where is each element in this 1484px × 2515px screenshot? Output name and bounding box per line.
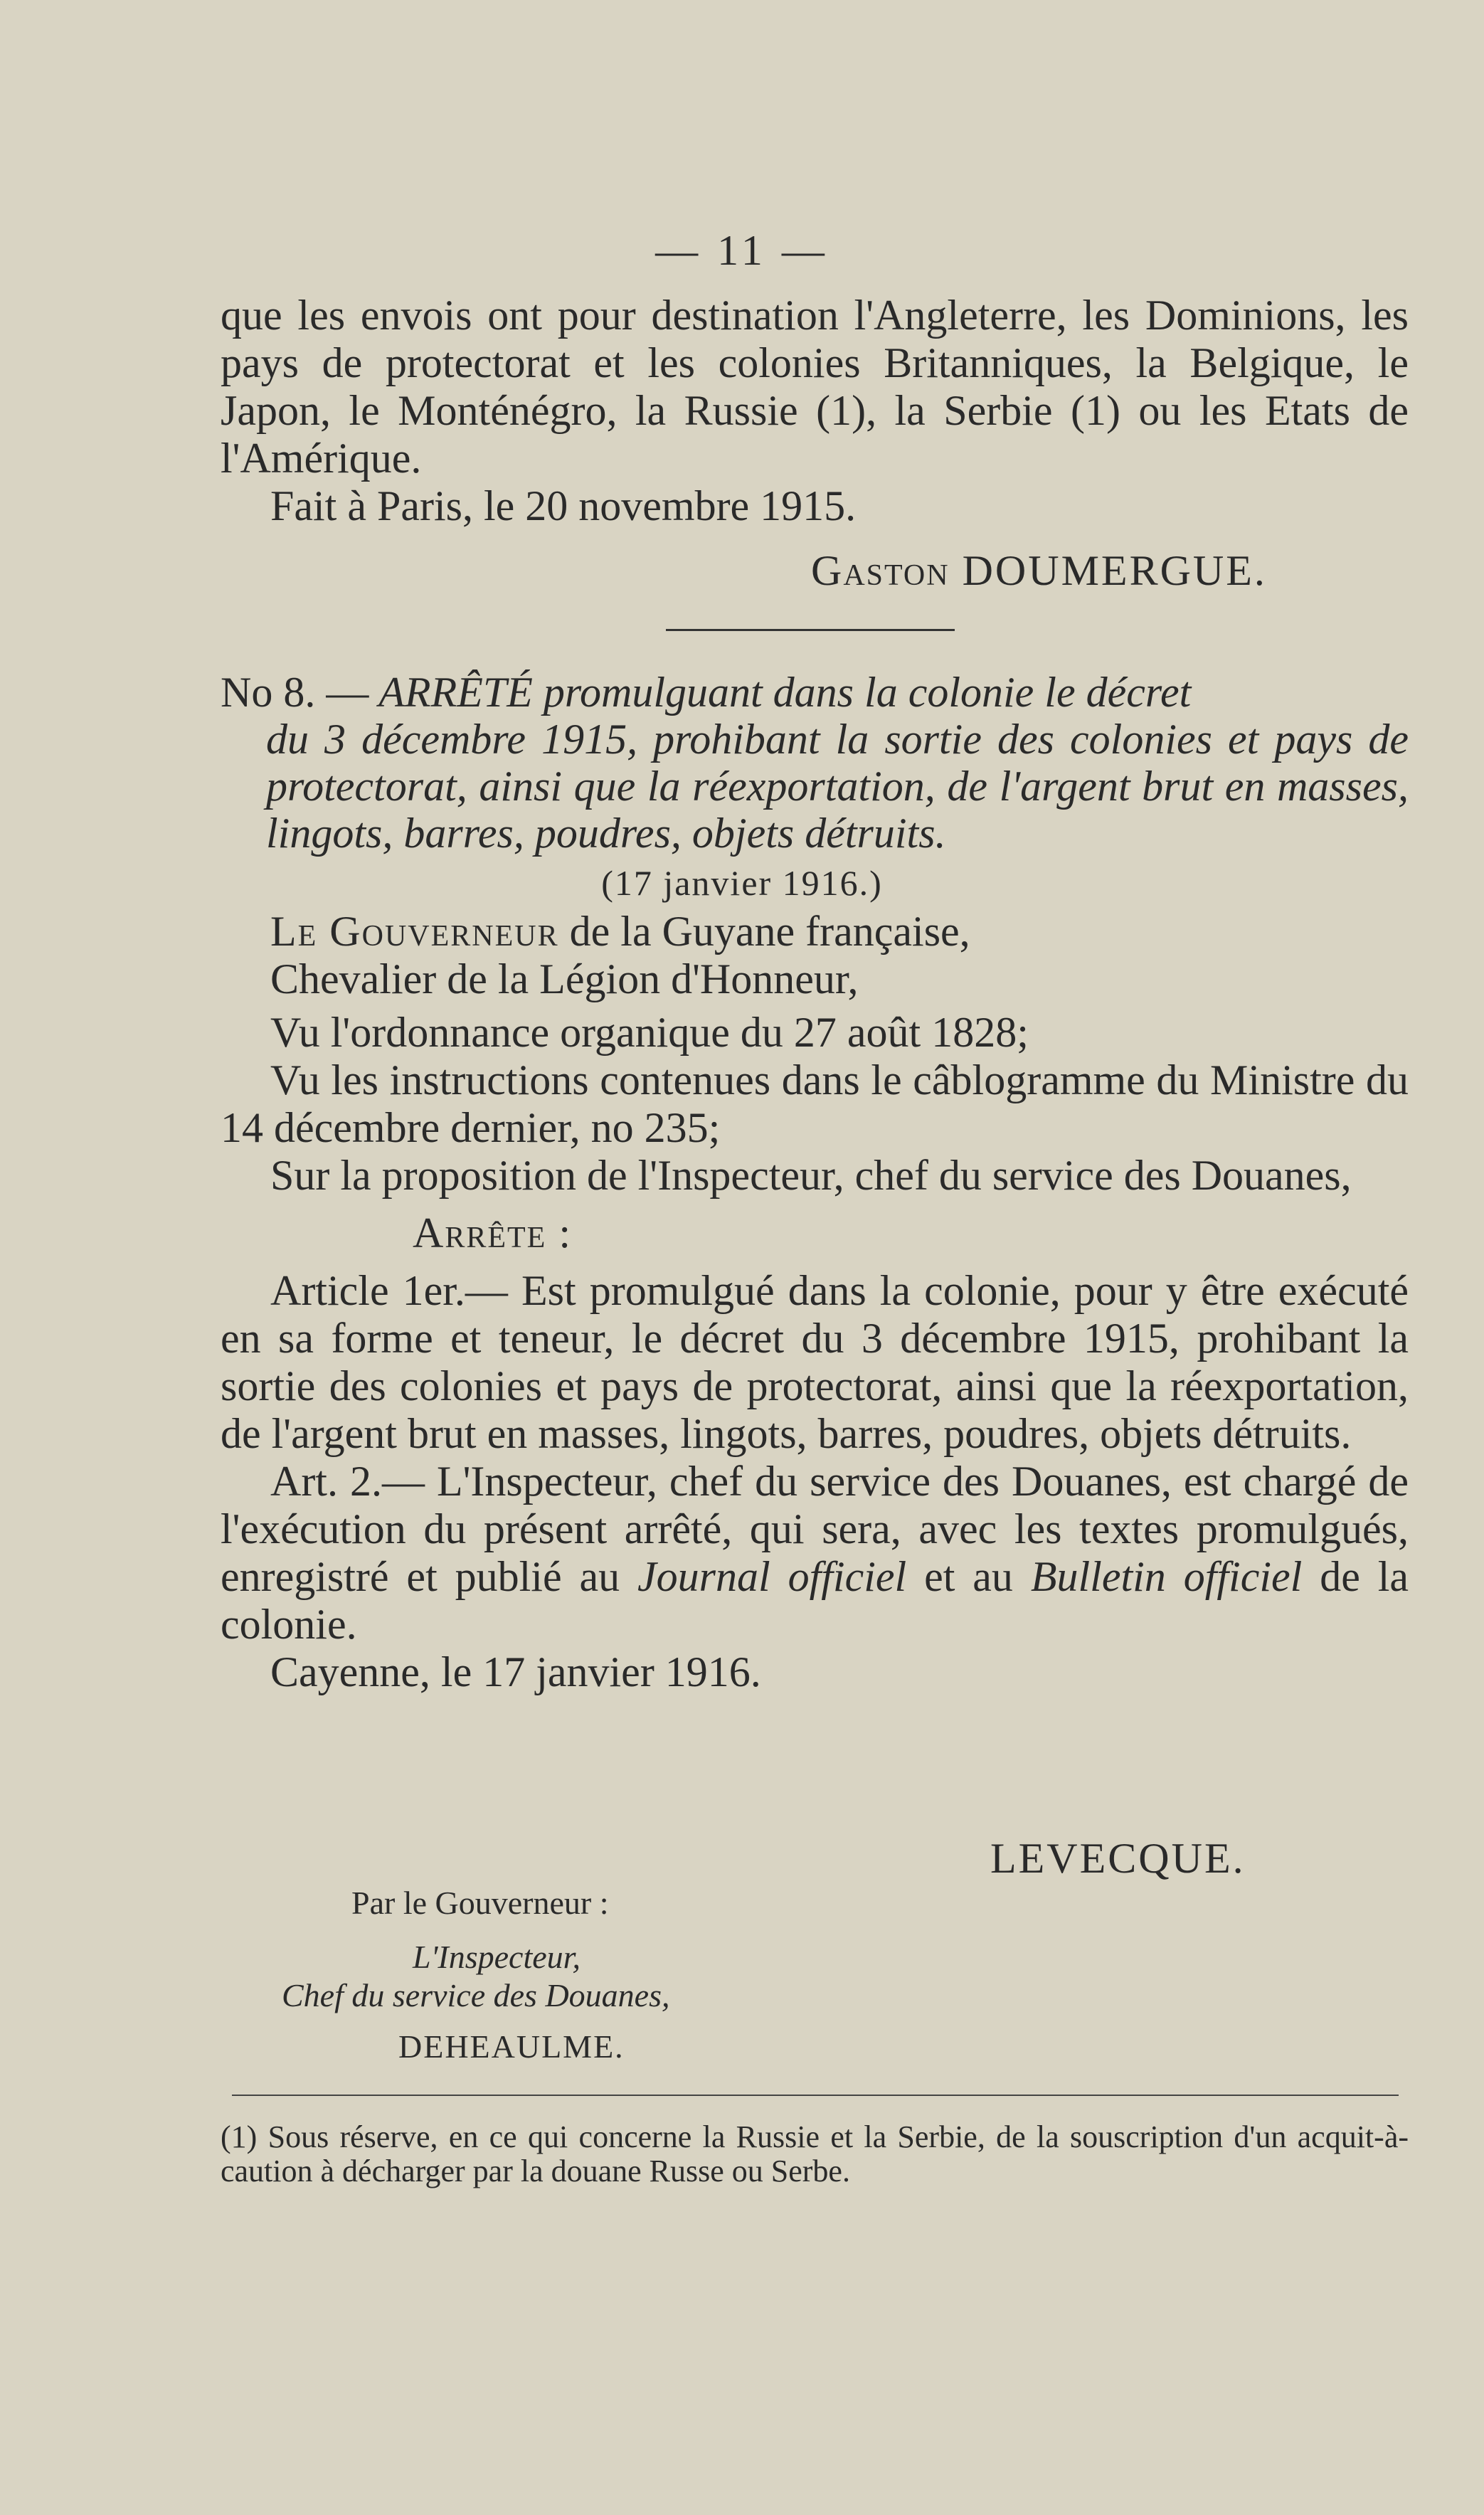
- article-2: Art. 2.— L'Inspecteur, chef du service des Douanes, est chargé de l'exécution du présent arrêté, qui sera, avec les textes promulgués, enregistré et publié au Journal officiel et au Bulletin officiel de la colonie.: [221, 1458, 1409, 1648]
- arrete-title-lead: ARRÊTÉ promulguant dans la colonie le décret: [378, 669, 1192, 716]
- vu-ordonnance: Vu l'ordonnance organique du 27 août 1828;: [270, 1009, 1029, 1056]
- cayenne-date: Cayenne, le 17 janvier 1916.: [270, 1648, 761, 1695]
- authority-line: [221, 908, 1409, 955]
- section-divider: [666, 629, 955, 631]
- inspecteur-title: L'Inspecteur,: [413, 1939, 581, 1975]
- footnote-rule: [232, 2095, 1399, 2096]
- bulletin-officiel: Bulletin officiel: [1030, 1553, 1303, 1600]
- authority-rest: de la Guyane française,: [569, 908, 970, 955]
- honor-line: Chevalier de la Légion d'Honneur,: [270, 955, 859, 1002]
- signature-levecque: LEVECQUE.: [990, 1835, 1246, 1882]
- vu-instructions: Vu les instructions contenues dans le câblogramme du Ministre du 14 décembre dernier, no 235;: [221, 1057, 1409, 1151]
- arrete-title: [221, 669, 1409, 857]
- intro-continuation: que les envois ont pour destination l'Angleterre, les Dominions, les pays de protectorat et les colonies Britanniques, la Belgique, le Japon, le Monténégro, la Russie (1), la Serbie (1) ou les Etats de l'Amérique.: [221, 292, 1409, 482]
- authority-prefix: Le Gouverneur: [270, 908, 559, 955]
- signature-doumergue: [811, 546, 1267, 595]
- signature-last-name: DOUMERGUE.: [962, 547, 1267, 594]
- intro-place-date: Fait à Paris, le 20 novembre 1915.: [270, 482, 857, 529]
- article-1: Article 1er.— Est promulgué dans la colonie, pour y être exécuté en sa forme et teneur, le décret du 3 décembre 1915, prohibant la sortie des colonies et pays de protectorat, ainsi que la réexportation, de l'argent brut en masses, lingots, barres, poudres, objets détruits.: [221, 1267, 1409, 1457]
- signature-first-name: Gaston: [811, 547, 950, 594]
- footnote: (1) Sous réserve, en ce qui concerne la Russie et la Serbie, de la souscription d'un acquit-à-caution à décharger par la douane Russe ou Serbe.: [221, 2119, 1409, 2188]
- arrete-body: [221, 908, 1409, 1696]
- arrete-number: No 8. —: [221, 669, 369, 716]
- arrete-date: (17 janvier 1916.): [601, 863, 883, 903]
- journal-officiel: Journal officiel: [637, 1553, 907, 1600]
- par-le-gouverneur: Par le Gouverneur :: [351, 1885, 609, 1921]
- sur-proposition: Sur la proposition de l'Inspecteur, chef du service des Douanes,: [270, 1152, 1352, 1199]
- arrete-title-rest: du 3 décembre 1915, prohibant la sortie des colonies et pays de protectorat, ainsi que la réexportation, de l'argent brut en masses, lingots, barres, poudres, objets détruits.: [266, 716, 1409, 857]
- intro-block: [221, 292, 1409, 530]
- signature-deheaulme: DEHEAULME.: [398, 2028, 625, 2065]
- chef-service: Chef du service des Douanes,: [282, 1977, 670, 2013]
- page-number: — 11 —: [655, 227, 829, 274]
- arrete-heading: Arrête :: [413, 1209, 572, 1256]
